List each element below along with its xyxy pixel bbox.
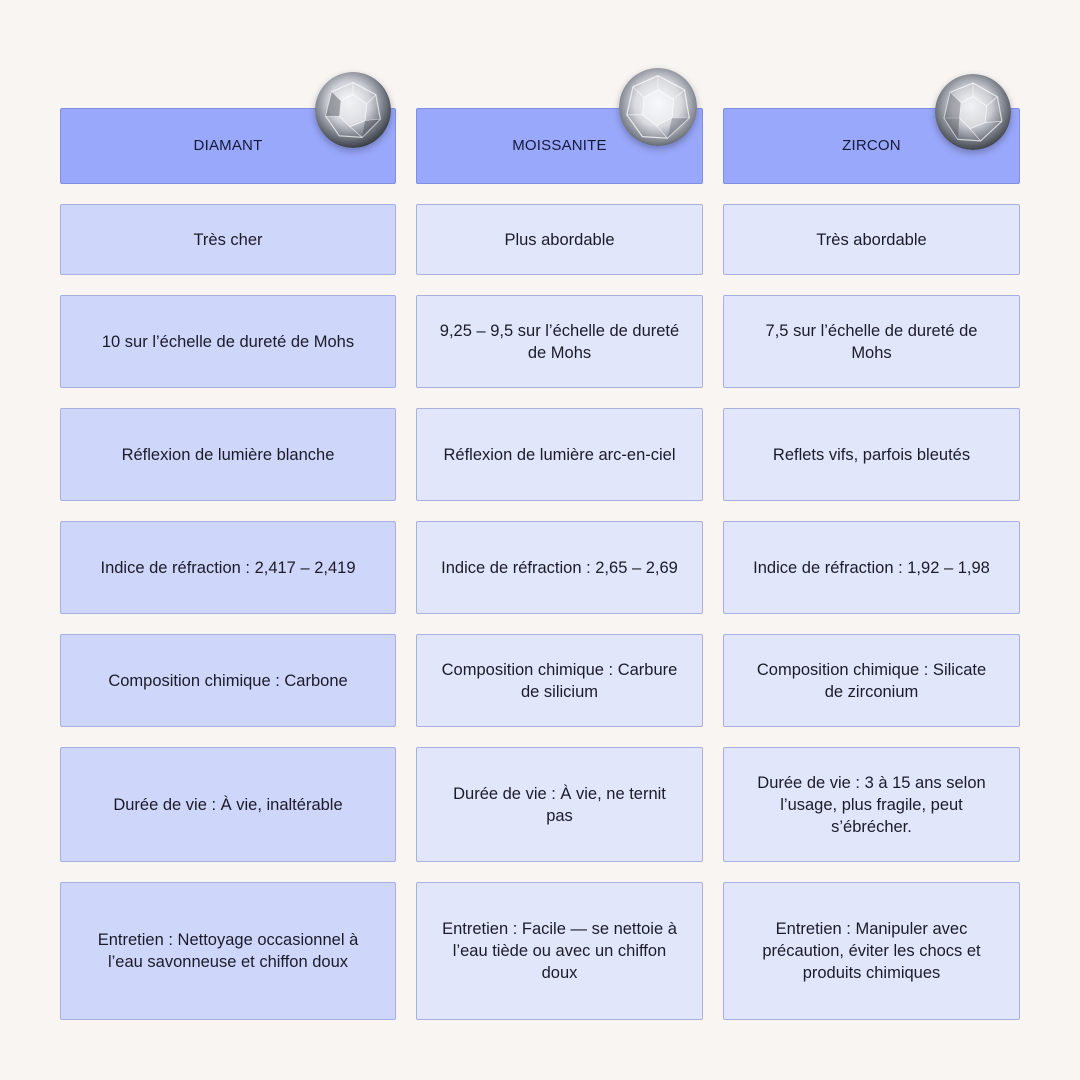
cell-refraction-index: Indice de réfraction : 1,92 – 1,98 [723,521,1020,614]
column-title: ZIRCON [842,137,901,154]
cell-maintenance: Entretien : Nettoyage occasionnel à l’eau savonneuse et chiffon doux [60,882,396,1020]
cell-price: Plus abordable [416,204,703,275]
diamond-gem-icon [315,72,391,148]
cell-refraction-index: Indice de réfraction : 2,65 – 2,69 [416,521,703,614]
cell-price: Très abordable [723,204,1020,275]
cell-maintenance: Entretien : Facile — se nettoie à l’eau tiède ou avec un chiffon doux [416,882,703,1020]
cell-chemical-composition: Composition chimique : Silicate de zirconium [723,634,1020,727]
column-title: MOISSANITE [512,137,607,154]
cell-maintenance: Entretien : Manipuler avec précaution, éviter les chocs et produits chimiques [723,882,1020,1020]
cell-refraction-index: Indice de réfraction : 2,417 – 2,419 [60,521,396,614]
cell-lifespan: Durée de vie : À vie, inaltérable [60,747,396,862]
cell-chemical-composition: Composition chimique : Carbure de silicium [416,634,703,727]
column-title: DIAMANT [193,137,263,154]
cell-lifespan: Durée de vie : À vie, ne ternit pas [416,747,703,862]
cell-chemical-composition: Composition chimique : Carbone [60,634,396,727]
cell-hardness: 9,25 – 9,5 sur l’échelle de dureté de Mohs [416,295,703,388]
cell-light-reflection: Réflexion de lumière blanche [60,408,396,501]
cell-hardness: 7,5 sur l’échelle de dureté de Mohs [723,295,1020,388]
cell-hardness: 10 sur l’échelle de dureté de Mohs [60,295,396,388]
cell-lifespan: Durée de vie : 3 à 15 ans selon l’usage, plus fragile, peut s’ébrécher. [723,747,1020,862]
moissanite-gem-icon [619,68,697,146]
cell-light-reflection: Réflexion de lumière arc-en-ciel [416,408,703,501]
zircon-gem-icon [935,74,1011,150]
cell-price: Très cher [60,204,396,275]
cell-light-reflection: Reflets vifs, parfois bleutés [723,408,1020,501]
